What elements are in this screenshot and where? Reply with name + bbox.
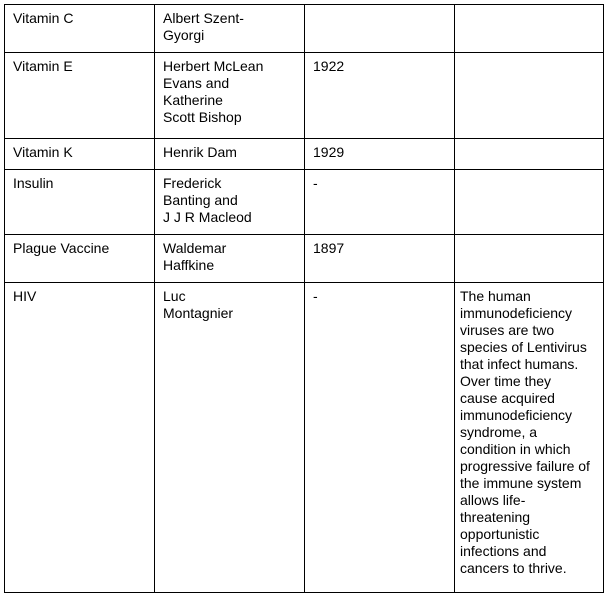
description-cell: [455, 235, 604, 283]
discoverer-cell: [155, 170, 305, 235]
discoverer-cell: [155, 53, 305, 139]
table-row: [5, 170, 604, 235]
discoveries-table: [4, 4, 604, 593]
table-row: [5, 53, 604, 139]
item-cell: [5, 283, 155, 593]
description-cell: [455, 139, 604, 170]
year-cell: [305, 53, 455, 139]
year-cell: [305, 5, 455, 53]
year-text: -: [313, 288, 318, 304]
discoverer-cell: [155, 235, 305, 283]
year-text: 1922: [313, 58, 345, 74]
item-cell: [5, 170, 155, 235]
item-text: Plague Vaccine: [13, 240, 110, 256]
table-row: [5, 235, 604, 283]
year-text: -: [313, 175, 318, 191]
item-text: HIV: [13, 288, 37, 304]
discoverer-text: Waldemar Haffkine: [163, 240, 227, 273]
description-cell: [455, 170, 604, 235]
table-row: [5, 283, 604, 593]
description-cell: [455, 53, 604, 139]
year-text: 1929: [313, 144, 345, 160]
year-cell: [305, 139, 455, 170]
description-text: The human immunodeficiency viruses are two species of Lentivirus that infect humans. Over time they cause acquired immunodeficiency syndrome, a condition in which progressive failure of the immune system allows life- threatening opportunistic infections and cancers to thrive.: [460, 288, 590, 576]
discoverer-cell: [155, 283, 305, 593]
table-row: [5, 139, 604, 170]
discoverer-text: Herbert McLean Evans and Katherine Scott Bishop: [163, 58, 264, 125]
item-cell: [5, 53, 155, 139]
year-cell: [305, 170, 455, 235]
discoverer-text: Henrik Dam: [163, 144, 237, 160]
discoverer-cell: [155, 139, 305, 170]
discoverer-text: Frederick Banting and J J R Macleod: [163, 175, 252, 225]
discoverer-cell: [155, 5, 305, 53]
year-cell: [305, 235, 455, 283]
description-cell: [455, 283, 604, 593]
year-cell: [305, 283, 455, 593]
discoverer-text: Luc Montagnier: [163, 288, 234, 321]
table-row: [5, 5, 604, 53]
item-text: Vitamin E: [13, 58, 73, 74]
item-text: Vitamin K: [13, 144, 73, 160]
description-cell: [455, 5, 604, 53]
discoverer-text: Albert Szent- Gyorgi: [163, 10, 244, 43]
item-cell: [5, 235, 155, 283]
item-text: Insulin: [13, 175, 54, 191]
item-cell: [5, 139, 155, 170]
item-text: Vitamin C: [13, 10, 74, 26]
year-text: 1897: [313, 240, 345, 256]
item-cell: [5, 5, 155, 53]
